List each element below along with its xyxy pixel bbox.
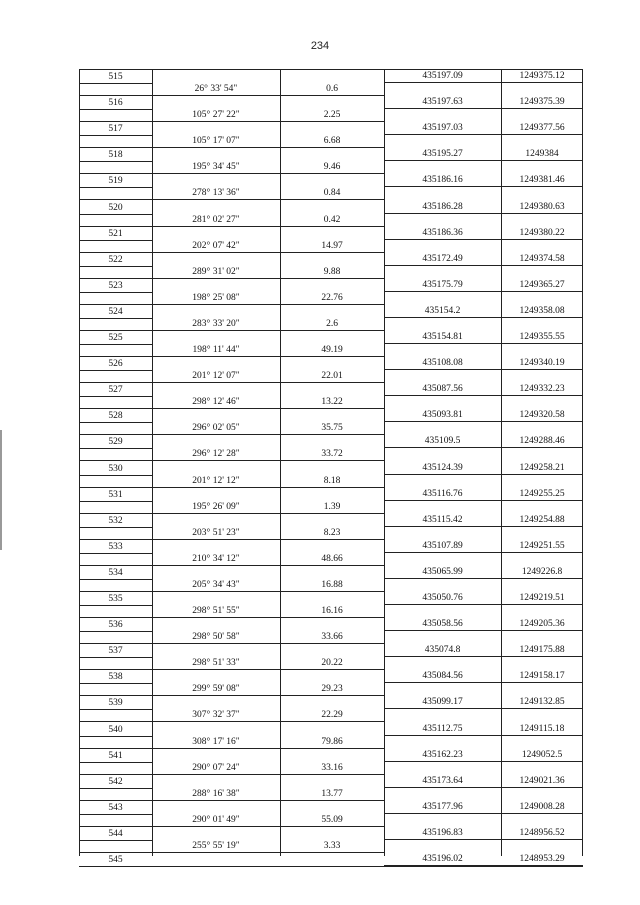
row-rule: [384, 630, 583, 631]
segment-distance: 29.23: [321, 684, 343, 695]
row-rule: [79, 788, 152, 789]
row-rule: [152, 800, 384, 801]
row-rule: [152, 330, 384, 331]
coordinate-y: 1249320.58: [519, 410, 565, 421]
row-rule: [79, 774, 152, 775]
coordinate-y: 1249115.18: [519, 723, 565, 734]
coordinate-x: 435154.81: [422, 332, 463, 342]
point-number: 542: [108, 776, 123, 787]
point-number: 537: [108, 646, 123, 657]
point-number: 533: [108, 541, 123, 552]
coordinate-y: 1249254.88: [519, 514, 565, 525]
segment-distance: 2.25: [323, 110, 341, 121]
row-rule: [79, 278, 152, 279]
segment-distance: 35.75: [321, 423, 343, 434]
coordinate-x: 435173.64: [422, 775, 463, 786]
row-rule: [79, 121, 152, 122]
row-rule: [384, 735, 583, 736]
row-rule: [152, 147, 384, 148]
bearing-angle: 198° 11' 44": [192, 345, 240, 355]
segment-distance: 2.6: [326, 318, 338, 329]
point-number: 538: [108, 672, 123, 683]
row-rule: [384, 526, 583, 527]
segment-distance: 3.33: [323, 840, 341, 851]
table-border-bottom: [79, 866, 583, 867]
coordinate-x: 435112.75: [422, 723, 463, 734]
coordinate-x: 435115.42: [422, 514, 463, 525]
row-rule: [152, 173, 384, 174]
row-rule: [152, 591, 384, 592]
row-rule: [79, 83, 152, 84]
bearing-angle: 307° 32' 37": [192, 710, 240, 721]
segment-distance: 0.42: [323, 214, 341, 225]
coordinate-y: 1249158.17: [519, 671, 565, 682]
coordinate-y: 1249384: [525, 149, 559, 160]
row-rule: [152, 539, 384, 540]
bearing-angle: 26° 33' 54": [194, 84, 238, 94]
row-rule: [384, 291, 583, 292]
row-rule: [79, 513, 152, 514]
point-number: 545: [108, 855, 123, 865]
row-rule: [79, 382, 152, 383]
point-number: 526: [108, 359, 123, 370]
row-rule: [79, 591, 152, 592]
row-rule: [384, 656, 583, 657]
bearing-angle: 198° 25' 08": [192, 292, 240, 303]
row-rule: [384, 421, 583, 422]
row-rule: [384, 787, 583, 788]
row-rule: [384, 82, 583, 83]
row-rule: [79, 240, 152, 241]
row-rule: [152, 721, 384, 722]
bearing-angle: 281° 02' 27": [192, 214, 240, 225]
row-rule: [79, 721, 152, 722]
coordinate-x: 435107.89: [422, 540, 463, 551]
point-number: 520: [108, 202, 123, 213]
coordinate-x: 435175.79: [422, 279, 463, 290]
coordinate-x: 435109.5: [424, 436, 461, 447]
row-rule: [79, 800, 152, 801]
coordinate-y: 1249332.23: [519, 384, 565, 395]
coordinate-y: 1249375.39: [519, 97, 565, 108]
row-rule: [79, 553, 152, 554]
point-number: 517: [108, 124, 123, 135]
coordinate-x: 435099.17: [422, 697, 463, 708]
point-number: 536: [108, 620, 123, 631]
coordinate-y: 1249205.36: [519, 619, 565, 630]
coordinate-x: 435084.56: [422, 671, 463, 682]
row-rule: [79, 370, 152, 371]
row-rule: [384, 108, 583, 109]
row-rule: [384, 500, 583, 501]
bearing-angle: 105° 17' 07": [192, 136, 240, 147]
segment-distance: 16.16: [321, 606, 343, 616]
point-number: 532: [108, 515, 123, 526]
bearing-angle: 289° 31' 02": [192, 266, 240, 277]
coordinate-x: 435116.76: [422, 488, 463, 499]
row-rule: [152, 487, 384, 488]
row-rule: [79, 330, 152, 331]
row-rule: [384, 213, 583, 214]
row-rule: [152, 643, 384, 644]
row-rule: [384, 708, 583, 709]
row-rule: [152, 852, 384, 853]
row-rule: [79, 840, 152, 841]
row-rule: [152, 356, 384, 357]
point-number: 515: [108, 72, 123, 82]
row-rule: [79, 396, 152, 397]
bearing-angle: 105° 27' 22": [192, 110, 240, 121]
row-rule: [152, 252, 384, 253]
row-rule: [152, 695, 384, 696]
row-rule: [79, 579, 152, 580]
row-rule: [79, 448, 152, 449]
segment-distance: 0.84: [323, 188, 341, 199]
row-rule: [79, 147, 152, 148]
row-rule: [79, 199, 152, 200]
coordinate-x: 435195.27: [422, 149, 463, 160]
point-number: 540: [108, 724, 123, 735]
bearing-angle: 298° 12' 46": [192, 397, 240, 408]
segment-distance: 33.16: [321, 762, 343, 773]
coordinate-y: 1249377.56: [519, 123, 565, 134]
bearing-angle: 298° 50' 58": [192, 632, 240, 643]
row-rule: [384, 395, 583, 396]
row-rule: [152, 382, 384, 383]
coordinate-y: 1249226.8: [521, 566, 563, 577]
row-rule: [152, 565, 384, 566]
coordinate-x: 435186.28: [422, 201, 463, 212]
segment-distance: 8.23: [323, 527, 341, 538]
bearing-angle: 255° 55' 19": [192, 840, 240, 851]
segment-distance: 22.01: [321, 371, 343, 382]
point-number: 539: [108, 698, 123, 709]
bearing-angle: 202° 07' 42": [192, 240, 240, 251]
row-rule: [79, 344, 152, 345]
point-number: 529: [108, 437, 123, 448]
row-rule: [79, 187, 152, 188]
bearing-angle: 288° 16' 38": [192, 788, 240, 799]
row-rule: [79, 318, 152, 319]
point-number: 522: [108, 254, 123, 265]
row-rule: [79, 826, 152, 827]
row-rule: [79, 631, 152, 632]
bearing-angle: 210° 34' 12": [192, 553, 240, 564]
bearing-angle: 298° 51' 55": [192, 606, 240, 616]
row-rule: [152, 278, 384, 279]
row-rule: [152, 95, 384, 96]
coordinate-x: 435093.81: [422, 410, 463, 421]
coordinate-x: 435087.56: [422, 384, 463, 395]
bearing-angle: 296° 02' 05": [192, 423, 240, 434]
row-rule: [79, 252, 152, 253]
bearing-angle: 201° 12' 07": [192, 371, 240, 382]
point-number: 528: [108, 411, 123, 422]
coordinate-y: 1248956.52: [519, 827, 565, 838]
bearing-angle: 201° 12' 12": [192, 475, 240, 486]
coordinate-x: 435108.08: [422, 358, 463, 369]
coordinate-y: 1249255.25: [519, 488, 565, 499]
bearing-angle: 298° 51' 33": [192, 658, 240, 669]
bearing-angle: 278° 13' 36": [192, 188, 240, 199]
coordinate-y: 1249365.27: [519, 279, 565, 290]
segment-distance: 6.68: [323, 136, 341, 147]
coordinate-x: 435197.63: [422, 97, 463, 108]
segment-distance: 9.88: [323, 266, 341, 277]
bearing-angle: 195° 26' 09": [192, 501, 240, 512]
row-rule: [79, 736, 152, 737]
row-rule: [152, 617, 384, 618]
coordinate-x: 435177.96: [422, 801, 463, 812]
row-rule: [79, 605, 152, 606]
row-rule: [384, 761, 583, 762]
segment-distance: 55.09: [321, 814, 343, 825]
segment-distance: 33.66: [321, 632, 343, 643]
row-rule: [152, 304, 384, 305]
point-number: 521: [108, 228, 123, 239]
bearing-angle: 195° 34' 45": [192, 162, 240, 173]
row-rule: [152, 774, 384, 775]
row-rule: [152, 460, 384, 461]
row-rule: [384, 317, 583, 318]
row-rule: [79, 266, 152, 267]
row-rule: [79, 408, 152, 409]
row-rule: [79, 135, 152, 136]
row-rule: [384, 186, 583, 187]
row-rule: [384, 239, 583, 240]
row-rule: [384, 160, 583, 161]
row-rule: [152, 199, 384, 200]
coordinate-x: 435197.03: [422, 123, 463, 134]
coordinate-x: 435050.76: [422, 593, 463, 603]
row-rule: [79, 762, 152, 763]
row-rule: [152, 748, 384, 749]
row-rule: [152, 434, 384, 435]
bearing-angle: 290° 07' 24": [192, 762, 240, 773]
segment-distance: 22.76: [321, 292, 343, 303]
row-rule: [384, 369, 583, 370]
coordinate-x: 435074.8: [424, 645, 461, 656]
row-rule: [384, 839, 583, 840]
point-number: 518: [108, 150, 123, 161]
coordinate-y: 1249355.55: [519, 332, 565, 342]
point-number: 523: [108, 280, 123, 291]
segment-distance: 1.39: [323, 501, 341, 512]
segment-distance: 14.97: [321, 240, 343, 251]
point-number: 516: [108, 98, 123, 109]
row-rule: [384, 813, 583, 814]
coordinate-x: 435058.56: [422, 619, 463, 630]
row-rule: [79, 475, 152, 476]
bearing-angle: 296° 12' 28": [192, 449, 240, 460]
point-number: 534: [108, 567, 123, 578]
bearing-angle: 205° 34' 43": [192, 579, 240, 590]
segment-distance: 48.66: [321, 553, 343, 564]
row-rule: [79, 748, 152, 749]
bearing-angle: 299° 59' 08": [192, 684, 240, 695]
segment-distance: 22.29: [321, 710, 343, 721]
row-rule: [79, 527, 152, 528]
bearing-angle: 290° 01' 49": [192, 814, 240, 825]
row-rule: [79, 852, 152, 853]
row-rule: [79, 683, 152, 684]
coordinate-y: 1249021.36: [519, 775, 565, 786]
row-rule: [384, 343, 583, 344]
coordinate-x: 435154.2: [424, 305, 461, 316]
row-rule: [79, 460, 152, 461]
row-rule: [79, 292, 152, 293]
coordinate-y: 1249008.28: [519, 801, 565, 812]
row-rule: [384, 604, 583, 605]
row-rule: [79, 356, 152, 357]
point-number: 544: [108, 828, 123, 839]
bearing-angle: 203° 51' 23": [192, 527, 240, 538]
row-rule: [152, 408, 384, 409]
segment-distance: 79.86: [321, 736, 343, 747]
point-number: 535: [108, 594, 123, 604]
coordinate-x: 435197.09: [422, 71, 463, 81]
coordinate-y: 1249375.12: [519, 71, 565, 81]
row-rule: [79, 422, 152, 423]
point-number: 531: [108, 489, 123, 500]
row-rule: [152, 226, 384, 227]
row-rule: [384, 552, 583, 553]
segment-distance: 20.22: [321, 658, 343, 669]
coordinate-x: 435065.99: [422, 566, 463, 577]
row-rule: [79, 226, 152, 227]
coordinate-y: 1249132.85: [519, 697, 565, 708]
row-rule: [152, 669, 384, 670]
coordinate-y: 1249381.46: [519, 175, 565, 186]
row-rule: [79, 539, 152, 540]
row-rule: [79, 565, 152, 566]
segment-distance: 0.6: [326, 84, 338, 94]
row-rule: [79, 814, 152, 815]
coordinate-y: 1249374.58: [519, 253, 565, 264]
point-number: 543: [108, 802, 123, 813]
point-number: 530: [108, 463, 123, 474]
row-rule: [384, 447, 583, 448]
left-margin-mark: [0, 430, 2, 550]
point-number: 519: [108, 176, 123, 187]
coordinate-x: 435186.16: [422, 175, 463, 186]
row-rule: [79, 304, 152, 305]
row-rule: [384, 134, 583, 135]
point-number: 524: [108, 306, 123, 317]
coordinate-y: 1249288.46: [519, 436, 565, 447]
row-rule: [384, 474, 583, 475]
segment-distance: 8.18: [323, 475, 341, 486]
row-rule: [152, 513, 384, 514]
row-rule: [79, 501, 152, 502]
bearing-angle: 283° 33' 20": [192, 318, 240, 329]
row-rule: [79, 643, 152, 644]
row-rule: [79, 109, 152, 110]
point-number: 527: [108, 385, 123, 396]
coordinate-y: 1249380.22: [519, 227, 565, 238]
row-rule: [384, 265, 583, 266]
coordinate-x: 435162.23: [422, 749, 463, 760]
row-rule: [79, 617, 152, 618]
segment-distance: 16.88: [321, 579, 343, 590]
bearing-angle: 308° 17' 16": [192, 736, 240, 747]
row-rule: [79, 434, 152, 435]
coordinate-x: 435172.49: [422, 253, 463, 264]
row-rule: [79, 709, 152, 710]
row-rule: [152, 826, 384, 827]
point-number: 541: [108, 750, 123, 761]
coordinate-x: 435186.36: [422, 227, 463, 238]
segment-distance: 33.72: [321, 449, 343, 460]
coordinate-y: 1249052.5: [521, 749, 563, 760]
segment-distance: 13.22: [321, 397, 343, 408]
row-rule: [152, 121, 384, 122]
row-rule: [79, 695, 152, 696]
coordinate-y: 1248953.29: [519, 854, 565, 864]
coordinate-y: 1249251.55: [519, 540, 565, 551]
coordinate-y: 1249358.08: [519, 305, 565, 316]
coordinates-table: [79, 69, 583, 865]
row-rule: [79, 173, 152, 174]
segment-distance: 13.77: [321, 788, 343, 799]
coordinate-y: 1249219.51: [519, 593, 565, 603]
page-number: 234: [310, 40, 330, 52]
row-rule: [79, 161, 152, 162]
coordinate-x: 435196.02: [422, 854, 463, 864]
row-rule: [384, 682, 583, 683]
row-rule: [79, 95, 152, 96]
coordinate-y: 1249258.21: [519, 462, 565, 473]
row-rule: [79, 669, 152, 670]
coordinate-y: 1249380.63: [519, 201, 565, 212]
coordinate-x: 435196.83: [422, 827, 463, 838]
row-rule: [79, 214, 152, 215]
coordinate-y: 1249340.19: [519, 358, 565, 369]
coordinate-y: 1249175.88: [519, 645, 565, 656]
point-number: 525: [108, 333, 123, 343]
segment-distance: 49.19: [321, 345, 343, 355]
row-rule: [79, 657, 152, 658]
row-rule: [79, 487, 152, 488]
coordinate-x: 435124.39: [422, 462, 463, 473]
row-rule: [384, 578, 583, 579]
segment-distance: 9.46: [323, 162, 341, 173]
